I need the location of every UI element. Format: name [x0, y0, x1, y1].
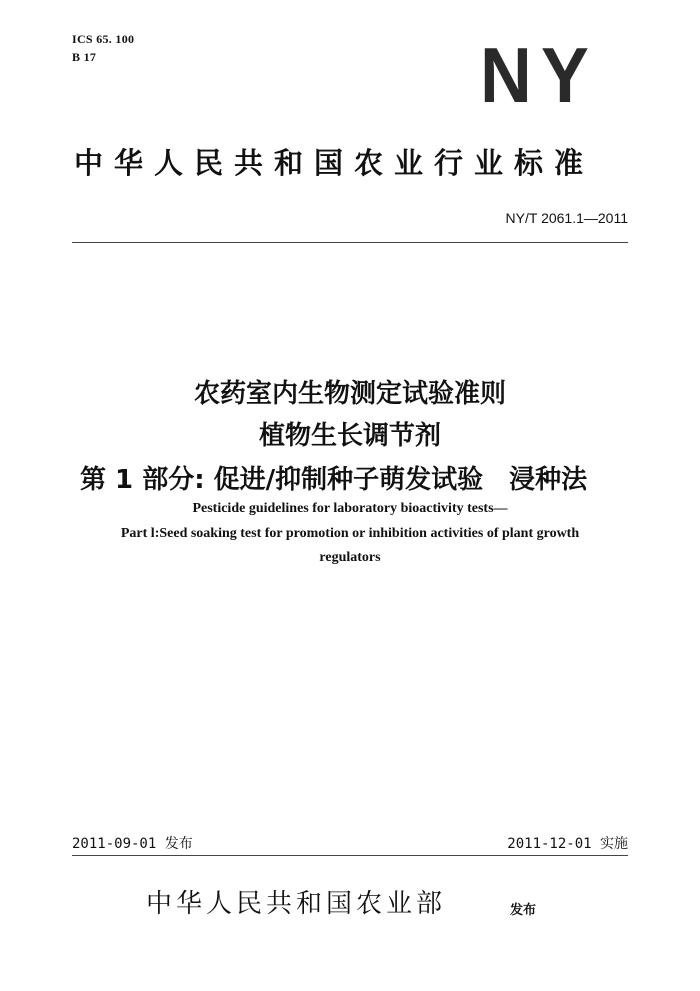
title-en-line3: regulators: [319, 550, 381, 565]
issuer-title: 中华人民共和国农业行业标准: [74, 146, 595, 180]
title-zh-line3: 第 1 部分: 促进/抑制种子萌发试验 浸种法: [80, 465, 588, 495]
top-divider: [72, 242, 628, 243]
publish-date: 2011-09-01 发布: [72, 836, 193, 852]
ics-code: ICS 65. 100: [72, 32, 135, 46]
ccs-code: B 17: [72, 50, 97, 64]
implement-date: 2011-12-01 实施: [507, 836, 628, 852]
title-en-line2: Part l:Seed soaking test for promotion or inhibition activities of plant growth: [120, 526, 580, 541]
title-en-line1: Pesticide guidelines for laboratory bioactivity tests—: [192, 501, 508, 516]
title-zh-line2: 植物生长调节剂: [258, 421, 441, 451]
bottom-divider: [72, 855, 628, 856]
title-zh-line1: 农药室内生物测定试验准则: [193, 379, 506, 409]
ny-logo: NY: [480, 31, 599, 119]
issuing-ministry: 中华人民共和国农业部: [146, 889, 447, 919]
issue-label: 发布: [510, 903, 537, 918]
standard-number: NY/T 2061.1—2011: [505, 210, 628, 226]
